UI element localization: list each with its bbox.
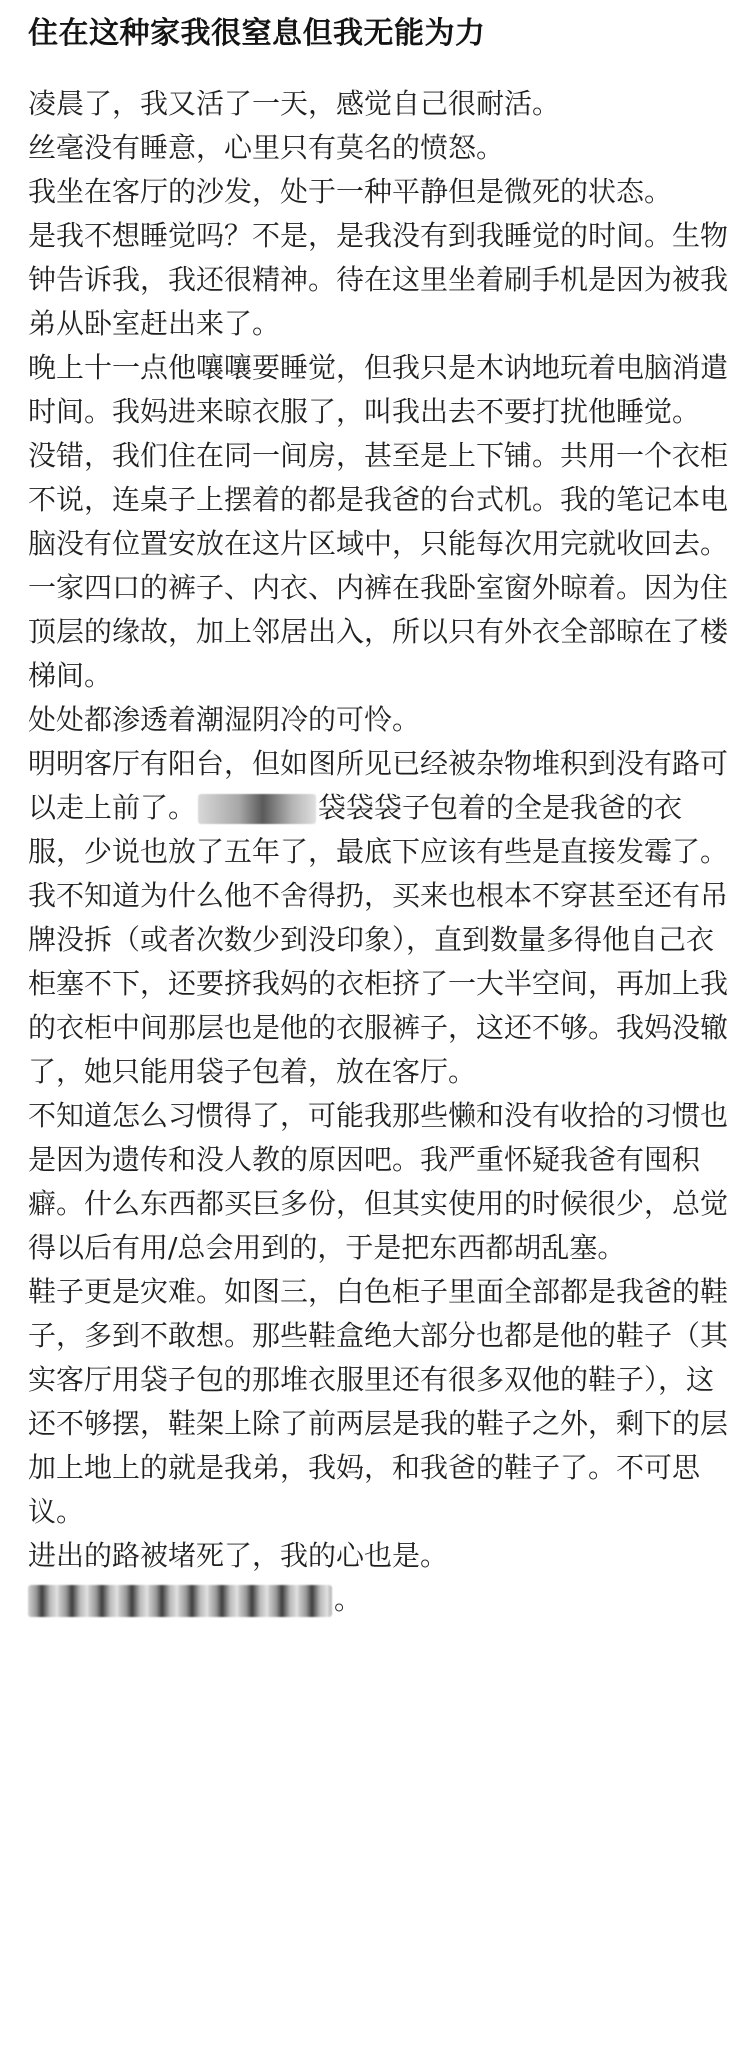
habit-paragraph: 不知道怎么习惯得了，可能我那些懒和没有收拾的习惯也是因为遗传和没人教的原因吧。我严重怀疑我爸有囤积癖。什么东西都买巨多份，但其实使用的时候很少，总觉得以后有用/总会用到的，于是把东西都胡乱塞。 — [28, 1099, 729, 1264]
redacted-blur — [28, 1585, 332, 1617]
paragraph: 一家四口的裤子、内衣、内裤在我卧室窗外晾着。因为住顶层的缘故，加上邻居出入，所以只有外衣全部晾在了楼梯间。 — [28, 571, 729, 692]
paragraph: 处处都渗透着潮湿阴冷的可怜。 — [28, 703, 421, 736]
post-title: 住在这种家我很窒息但我无能为力 — [28, 16, 486, 51]
paragraph: 凌晨了，我又活了一天，感觉自己很耐活。 — [28, 87, 561, 120]
paragraph: 晚上十一点他嚷嚷要睡觉，但我只是木讷地玩着电脑消遣时间。我妈进来晾衣服了，叫我出去不要打扰他睡觉。 — [28, 351, 729, 428]
post-body — [28, 82, 728, 1622]
balcony-text-before: 明明客厅有阳台，但如图所见已经被杂物堆积到没有路可以走上前了。 — [28, 747, 729, 824]
shoes-paragraph: 鞋子更是灾难。如图三，白色柜子里面全部都是我爸的鞋子，多到不敢想。那些鞋盒绝大部分也都是他的鞋子（其实客厅用袋子包的那堆衣服里还有很多双他的鞋子），这还不够摆，鞋架上除了前两层是我的鞋子之外，剩下的层加上地上的就是我弟，我妈，和我爸的鞋子了。不可思议。 — [28, 1275, 729, 1528]
final-line — [28, 1578, 728, 1622]
closing-paragraph: 进出的路被堵死了，我的心也是。 — [28, 1539, 449, 1572]
paragraph: 是我不想睡觉吗？不是，是我没有到我睡觉的时间。生物钟告诉我，我还很精神。待在这里坐着刷手机是因为被我弟从卧室赶出来了。 — [28, 219, 729, 340]
paragraph: 丝毫没有睡意，心里只有莫名的愤怒。 — [28, 131, 505, 164]
final-suffix: 。 — [334, 1583, 363, 1616]
paragraph: 我坐在客厅的沙发，处于一种平静但是微死的状态。 — [28, 175, 673, 208]
paragraph: 没错，我们住在同一间房，甚至是上下铺。共用一个衣柜不说，连桌子上摆着的都是我爸的台式机。我的笔记本电脑没有位置安放在这片区域中，只能每次用完就收回去。 — [28, 439, 729, 560]
balcony-text-after: 袋袋袋子包着的全是我爸的衣服，少说也放了五年了，最底下应该有些是直接发霉了。我不知道为什么他不舍得扔，买来也根本不穿甚至还有吊牌没拆（或者次数少到没印象），直到数量多得他自己衣柜塞不下，还要挤我妈的衣柜挤了一大半空间，再加上我的衣柜中间那层也是他的衣服裤子，这还不够。我妈没辙了，她只能用袋子包着，放在客厅。 — [28, 791, 729, 1088]
redacted-blur — [198, 794, 316, 824]
post-container — [28, 0, 728, 1622]
balcony-paragraph — [28, 742, 728, 1094]
